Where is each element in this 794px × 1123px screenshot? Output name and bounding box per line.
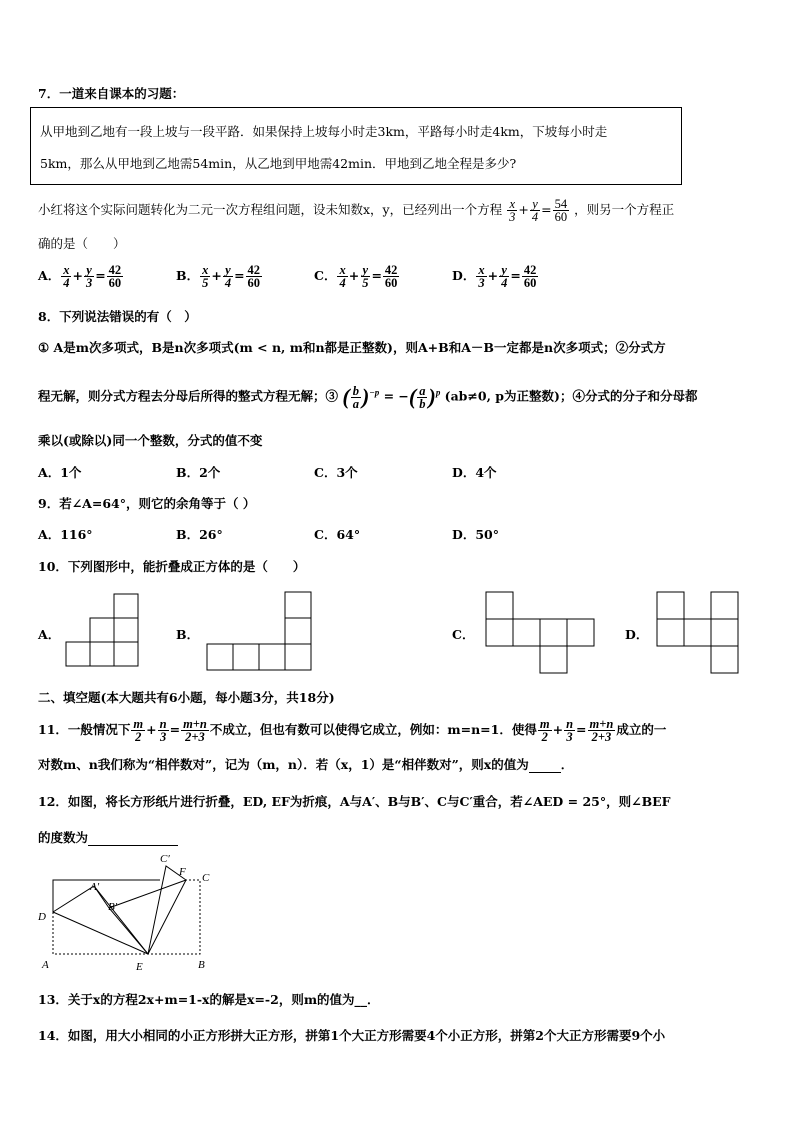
q12-label-a: A bbox=[42, 959, 49, 971]
q12-label-f: F bbox=[179, 866, 186, 878]
q12-line2: 的度数为 bbox=[38, 828, 178, 846]
q10-net-d[interactable] bbox=[657, 592, 738, 673]
q12-label-d: D bbox=[38, 911, 46, 923]
q12-label-c: C bbox=[202, 872, 210, 884]
q7-option-a[interactable]: A． $\frac{x}{4}$ + $\frac{y}{3}$ = $\frac{42}{60}$ bbox=[38, 263, 122, 290]
q10-net-a[interactable] bbox=[66, 594, 138, 666]
q9-option-a[interactable]: A．116° bbox=[38, 527, 93, 542]
q9-option-d[interactable]: D．50° bbox=[452, 527, 499, 542]
section2-title: 二、填空题(本大题共有6小题，每小题3分，共18分) bbox=[38, 690, 335, 705]
q7-box-line2: 5km，那么从甲地到乙地需54min，从乙地到甲地需42min．甲地到乙地全程是多少? bbox=[40, 156, 517, 171]
q12-label-e: E bbox=[136, 961, 143, 973]
q7-stem-text-a: 小红将这个实际问题转化为二元一次方程组问题，设未知数x，y，已经列出一个方程 bbox=[38, 202, 503, 217]
q12-label-a-prime: A′ bbox=[90, 881, 100, 893]
q10-option-c-label[interactable]: C． bbox=[452, 627, 475, 642]
q12-answer-blank[interactable] bbox=[88, 830, 178, 846]
q9-option-c[interactable]: C．64° bbox=[314, 527, 361, 542]
q10-header: 10．下列图形中，能折叠成正方体的是（ ） bbox=[38, 559, 306, 574]
q8-option-d[interactable]: D．4个 bbox=[452, 465, 497, 480]
q10-net-c[interactable] bbox=[486, 592, 594, 673]
q8-option-c[interactable]: C．3个 bbox=[314, 465, 358, 480]
q9-header: 9．若∠A=64°，则它的余角等于（ ） bbox=[38, 496, 256, 511]
q7-stem-text-b: ，则另一个方程正 bbox=[574, 202, 675, 217]
q8-option-b[interactable]: B．2个 bbox=[176, 465, 221, 480]
q7-stem-line2: 确的是（ ） bbox=[38, 236, 126, 251]
q7-stem-line1: 小红将这个实际问题转化为二元一次方程组问题，设未知数x，y，已经列出一个方程 $\frac{x}{3}$ + $\frac{y}{4}$ = $\frac{54}{60}$ ，则另一个方程正 bbox=[38, 197, 675, 224]
q8-header: 8．下列说法错误的有（ ） bbox=[38, 309, 197, 324]
q10-net-b[interactable] bbox=[207, 592, 311, 670]
q7-header: 7．一道来自课本的习题： bbox=[38, 86, 185, 101]
q12-label-c-prime: C′ bbox=[160, 853, 170, 865]
q8-line3: 乘以(或除以)同一个整数，分式的值不变 bbox=[38, 433, 263, 448]
q7-option-d[interactable]: D． $\frac{x}{3}$ + $\frac{y}{4}$ = $\frac{42}{60}$ bbox=[452, 263, 537, 290]
q8-line1: ① A是m次多项式，B是n次多项式(m < n, m和n都是正整数)，则A+B和A－B一定都是n次多项式；②分式方 bbox=[38, 340, 666, 355]
q12-label-b: B bbox=[198, 959, 205, 971]
q13-text: 13．关于x的方程2x+m=1-x的解是x=-2，则m的值为__． bbox=[38, 992, 380, 1007]
q12-fold-figure bbox=[36, 850, 220, 975]
q10-option-b-label[interactable]: B． bbox=[176, 627, 200, 642]
q7-problem-box bbox=[30, 107, 682, 185]
q12-label-b-prime: B′ bbox=[108, 901, 118, 913]
q11-line1: 11．一般情况下 $\frac{m}{2}$ + $\frac{n}{3}$ = $\frac{m+n}{2+3}$ 不成立，但也有数可以使得它成立，例如：m=n=1．使得 $\frac{m}{2}$ + $\frac{n}{3}$ = $\frac{m+n}{2+3}$ 成立的一 bbox=[38, 717, 667, 744]
q7-option-b[interactable]: B． $\frac{x}{5}$ + $\frac{y}{4}$ = $\frac{42}{60}$ bbox=[176, 263, 261, 290]
q7-box-line1: 从甲地到乙地有一段上坡与一段平路．如果保持上坡每小时走3km，平路每小时走4km，下坡每小时走 bbox=[40, 124, 608, 139]
q10-option-a-label[interactable]: A． bbox=[38, 627, 61, 642]
q8-line2: 程无解，则分式方程去分母后所得的整式方程无解；③ ( $\frac{b}{a}$ )$^{-p}$ = −( $\frac{a}{b}$ )$^p$ (ab≠0, p为正整数)；④分式的分子和分母都 bbox=[38, 383, 698, 411]
q10-option-d-label[interactable]: D． bbox=[625, 627, 649, 642]
q14-text: 14．如图，用大小相同的小正方形拼大正方形，拼第1个大正方形需要4个小正方形，拼第2个大正方形需要9个小 bbox=[38, 1028, 666, 1043]
q9-option-b[interactable]: B．26° bbox=[176, 527, 223, 542]
q11-answer-blank[interactable] bbox=[529, 757, 561, 773]
q11-line2: 对数m、n我们称为“相伴数对”，记为（m，n）．若（x，1）是“相伴数对”，则x的值为 ． bbox=[38, 757, 574, 772]
q8-option-a[interactable]: A．1个 bbox=[38, 465, 82, 480]
q12-line1: 12．如图，将长方形纸片进行折叠，ED, EF为折痕，A与A′、B与B′、C与C′重合，若∠AED = 25°，则∠BEF bbox=[38, 794, 671, 809]
q7-option-c[interactable]: C． $\frac{x}{4}$ + $\frac{y}{5}$ = $\frac{42}{60}$ bbox=[314, 263, 398, 290]
